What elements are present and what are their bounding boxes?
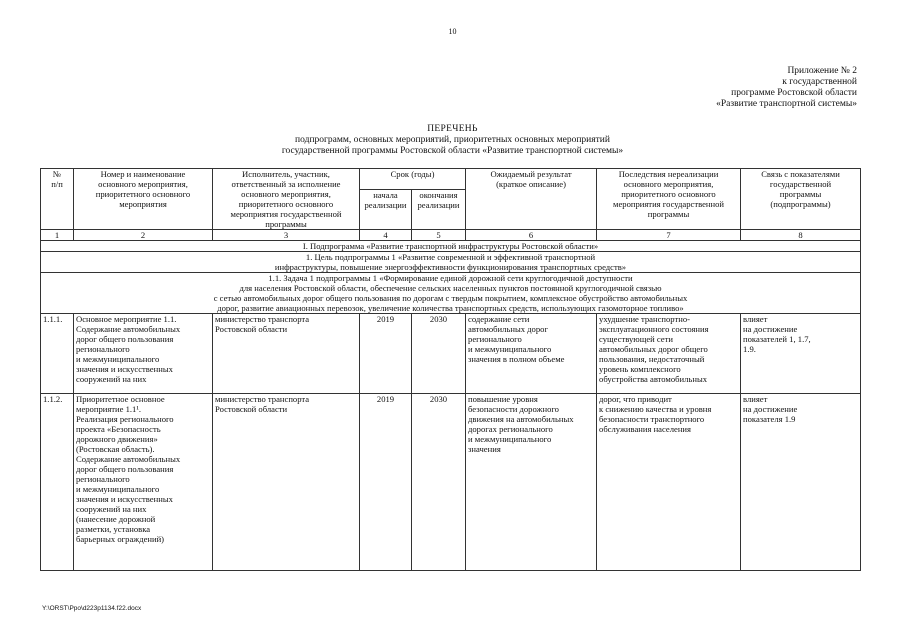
row-num: 1.1.2. bbox=[41, 394, 74, 571]
column-number: 4 bbox=[360, 230, 412, 241]
row-name: Основное мероприятие 1.1. Содержание автомобильных дорог общего пользования регионального и межмуниципального значения и искусственных сооружений на них bbox=[74, 314, 213, 394]
header-result: Ожидаемый результат (краткое описание) bbox=[466, 169, 597, 230]
header-executor: Исполнитель, участник, ответственный за исполнение основного мероприятия, приоритетного основного мероприятия государственной программы bbox=[213, 169, 360, 230]
column-number: 6 bbox=[466, 230, 597, 241]
table-row bbox=[41, 314, 861, 394]
table-row bbox=[41, 394, 861, 571]
header-num: № п/п bbox=[41, 169, 74, 230]
header-end: окончания реализации bbox=[412, 189, 466, 229]
appendix-line: «Развитие транспортной системы» bbox=[716, 99, 857, 109]
column-number: 5 bbox=[412, 230, 466, 241]
row-executor: министерство транспорта Ростовской области bbox=[213, 394, 360, 571]
header-link: Связь с показателями государственной программы (подпрограммы) bbox=[741, 169, 861, 230]
column-number: 3 bbox=[213, 230, 360, 241]
file-path-footer: Y:\ORST\Ppo\d223p1134.f22.docx bbox=[42, 605, 142, 612]
row-end: 2030 bbox=[412, 314, 466, 394]
row-start: 2019 bbox=[360, 394, 412, 571]
header-name: Номер и наименование основного мероприятия, приоритетного основного мероприятия bbox=[74, 169, 213, 230]
row-result: содержание сети автомобильных дорог регионального и межмуниципального значения в полном объеме bbox=[466, 314, 597, 394]
title-line: государственной программы Ростовской области «Развитие транспортной системы» bbox=[281, 146, 624, 156]
task-row: 1.1. Задача 1 подпрограммы 1 «Формирование единой дорожной сети круглогодичной доступности для населения Ростовской области, обеспечение сельских населенных пунктов постоянной круглогодичной связью с сетью автомобильных дорог общего пользования по дорогам с твердым покрытием, комплексное обустройство автомобильных дорог, развитие авиационных перевозок, увеличение количества транспортных средств, использующих газомоторное топливо» bbox=[41, 273, 861, 314]
header-start: начала реализации bbox=[360, 189, 412, 229]
appendix-line: Приложение № 2 bbox=[787, 66, 857, 76]
column-number: 2 bbox=[74, 230, 213, 241]
row-link: влияет на достижение показателя 1.9 bbox=[741, 394, 861, 571]
row-consequences: ухудшение транспортно- эксплуатационного состояния существующей сети автомобильных дорог общего пользования, недостаточный уровень комплексного обустройства автомобильных bbox=[597, 314, 741, 394]
appendix-line: к государственной bbox=[782, 77, 857, 87]
column-number: 8 bbox=[741, 230, 861, 241]
row-executor: министерство транспорта Ростовской области bbox=[213, 314, 360, 394]
measures-table bbox=[40, 168, 861, 571]
title-line: подпрограмм, основных мероприятий, приоритетных основных мероприятий bbox=[295, 135, 610, 145]
row-result: повышение уровня безопасности дорожного движения на автомобильных дорогах регионального и межмуниципального значения bbox=[466, 394, 597, 571]
row-link: влияет на достижение показателей 1, 1.7, 1.9. bbox=[741, 314, 861, 394]
column-number-row bbox=[41, 230, 861, 241]
title-heading: ПЕРЕЧЕНЬ bbox=[427, 124, 478, 134]
row-consequences: дорог, что приводит к снижению качества и уровня безопасности транспортного обслуживания населения bbox=[597, 394, 741, 571]
header-consequences: Последствия нереализации основного мероприятия, приоритетного основного мероприятия государственной программы bbox=[597, 169, 741, 230]
row-num: 1.1.1. bbox=[41, 314, 74, 394]
row-end: 2030 bbox=[412, 394, 466, 571]
column-number: 1 bbox=[41, 230, 74, 241]
header-term: Срок (годы) bbox=[360, 169, 466, 190]
row-start: 2019 bbox=[360, 314, 412, 394]
document-title bbox=[0, 124, 905, 157]
subprogram-row: I. Подпрограмма «Развитие транспортной инфраструктуры Ростовской области» bbox=[41, 241, 861, 252]
column-number: 7 bbox=[597, 230, 741, 241]
appendix-line: программе Ростовской области bbox=[731, 88, 857, 98]
row-name: Приоритетное основное мероприятие 1.1¹. Реализация регионального проекта «Безопасность дорожного движения» (Ростовская область). Содержание автомобильных дорог общего пользования регионального и межмуниципального значения и искусственных сооружений на них (нанесение дорожной разметки, установка барьерных ограждений) bbox=[74, 394, 213, 571]
goal-row: 1. Цель подпрограммы 1 «Развитие современной и эффективной транспортной инфраструктуры, повышение энергоэффективности функционирования транспортных средств» bbox=[41, 252, 861, 273]
page-number: 10 bbox=[448, 27, 457, 36]
appendix-header bbox=[716, 66, 857, 110]
